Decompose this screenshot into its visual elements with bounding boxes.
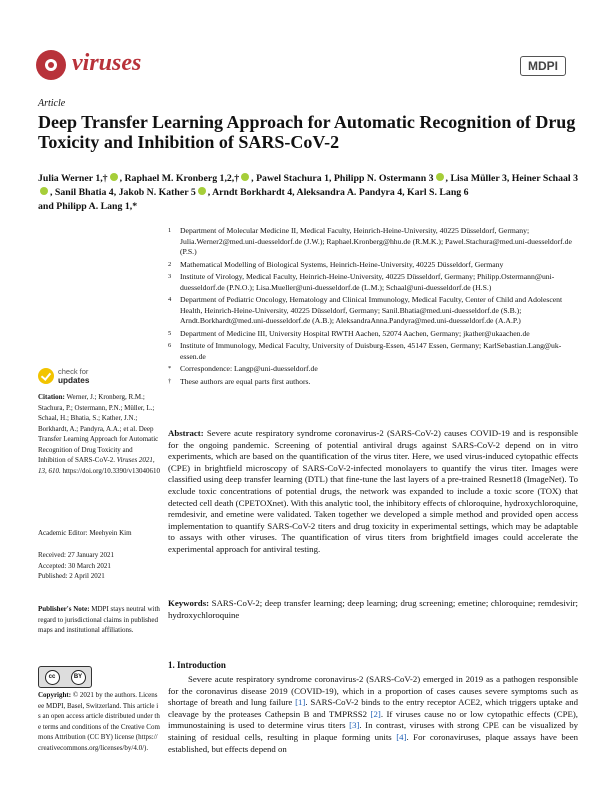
copyright-label: Copyright: <box>38 691 72 699</box>
editor-label: Academic Editor: <box>38 529 88 537</box>
keywords <box>168 598 578 621</box>
received-date: Received: 27 January 2021 <box>38 551 115 559</box>
cc-icon: cc <box>45 670 60 685</box>
affiliation-text: Correspondence: Langp@uni-duesseldorf.de <box>180 364 318 373</box>
affiliation-number: 2 <box>168 260 172 268</box>
author: Pawel Stachura 1 <box>256 173 329 184</box>
author: Julia Werner 1,† <box>38 173 108 184</box>
author: Jakob N. Kather 5 <box>118 187 196 198</box>
by-icon: BY <box>71 670 86 685</box>
affiliation-text: Institute of Virology, Medical Faculty, Heinrich-Heine-University, 40225 Düsseldorf, Germany; Philipp.Ostermann@uni-duesseldorf.de (P.N.O.); Lisa.Mueller@uni-duesseldorf.de (L.M.); Schaal@uni-duesseldorf.de (H.S.) <box>180 272 555 292</box>
affiliation-text: These authors are equal parts first authors. <box>180 376 311 386</box>
intro-text: . In contrast, viruses with strong CPE can be visualized by staining of residual cells, resulting in plaque forming units <box>168 720 578 742</box>
paper-title: Deep Transfer Learning Approach for Automatic Recognition of Drug Toxicity and Inhibition of SARS-CoV-2 <box>38 112 576 152</box>
affiliation-text: Department of Pediatric Oncology, Hematology and Clinical Immunology, Medical Faculty, Center of Child and Adolescent Health, Heinrich-Heine-University, 40225 Düsseldorf, Germany; Sanil.Bhatia@med.uni-duesseldorf.de (S.B.); Arndt.Borkhardt@med.uni-duesseldorf.de (A.B.); AleksandraAnna.Pandyra@med.uni-duesseldorf.de (A.A.P.) <box>180 295 563 325</box>
orcid-icon[interactable] <box>241 173 249 181</box>
publisher-note-text: MDPI stays neutral with regard to jurisdictional claims in published maps and institutional affiliations. <box>38 605 160 634</box>
affiliation-number: 1 <box>168 227 172 234</box>
article-type: Article <box>38 98 66 109</box>
affiliation-text: Institute of Immunology, Medical Faculty, University of Duisburg-Essen, 45147 Essen, Germany; KarlSebastian.Lang@uk-essen.de <box>180 341 562 361</box>
citation-text: Werner, J.; Kronberg, R.M.; Stachura, P.; Ostermann, P.N.; Müller, L.; Schaal, H.; Bhatia, S.; Kather, J.N.; Borkhardt, A.; Pandyra, A.A.; et al. Deep Transfer Learning Approach for Automatic Recognition of Drug Toxicity and Inhibition of SARS-CoV-2. <box>38 393 159 464</box>
checkmark-icon <box>38 368 54 384</box>
author: Sanil Bhatia 4 <box>54 187 114 198</box>
affiliation <box>168 226 578 258</box>
section-heading: 1. Introduction <box>168 660 226 670</box>
editor-name: Meehyein Kim <box>89 529 132 537</box>
affiliation <box>168 329 578 340</box>
equal-contribution-note <box>168 377 578 388</box>
journal-name: viruses <box>72 50 142 76</box>
citation-block <box>38 392 160 476</box>
author: Lisa Müller 3 <box>450 173 507 184</box>
affiliation <box>168 272 578 293</box>
author: Heiner Schaal 3 <box>511 173 579 184</box>
intro-text: Severe acute respiratory syndrome coronavirus-2 (SARS-CoV-2) emerged in 2019 as a pathogen responsible for the coronavirus disease 2019 (COVID-19), which in a proportion of cases causes severe symptoms such as shortage of breath and lung failure <box>168 674 578 708</box>
author: Raphael M. Kronberg 1,2,† <box>124 173 240 184</box>
affiliations <box>168 226 578 389</box>
check-for-updates-badge[interactable] <box>38 368 134 388</box>
check-label: check for <box>58 367 89 376</box>
affiliation-number: 6 <box>168 342 172 349</box>
citation-link[interactable]: [2] <box>370 708 381 719</box>
orcid-icon[interactable] <box>436 173 444 181</box>
publisher-note <box>38 604 160 636</box>
keywords-label: Keywords: <box>168 598 210 608</box>
affiliation-number: 3 <box>168 273 172 280</box>
affiliation-text: Department of Molecular Medicine II, Medical Faculty, Heinrich-Heine-University, 40225 Düsseldorf, Germany; Julia.Werner2@med.uni-duesseldorf.de (J.W.); Raphael.Kronberg@hhu.de (R.M.K.); Pawel.Stachura@med.uni-duesseldorf.de (P.S.) <box>180 226 572 256</box>
author: Karl S. Lang 6 <box>407 187 469 198</box>
citation-label: Citation: <box>38 393 65 401</box>
publisher-note-label: Publisher's Note: <box>38 605 90 613</box>
affiliation-number: * <box>168 365 172 372</box>
author: and Philipp A. Lang 1,* <box>38 201 138 212</box>
affiliation <box>168 260 578 271</box>
intro-text: . SARS-CoV-2 binds to the entry receptor ACE2, which triggers uptake and cleavage by the proteases Cathepsin B and TMPRSS2 <box>168 697 578 719</box>
copyright-text: © 2021 by the authors. Licensee MDPI, Basel, Switzerland. This article is an open access article distributed under the terms and conditions of the Creative Commons Attribution (CC BY) license (https://creativecommons.org/licenses/by/4.0/). <box>38 691 160 752</box>
citation-doi-link[interactable]: https://doi.org/10.3390/v13040610 <box>62 466 160 475</box>
copyright-block <box>38 690 160 753</box>
intro-text: . For coronaviruses, plaque assays have been established, but effects depend on <box>168 731 579 754</box>
introduction-paragraph <box>168 674 578 755</box>
publisher-logo: MDPI <box>520 56 566 76</box>
citation-link[interactable]: [1] <box>295 697 306 708</box>
citation-journal: Viruses 2021, 13, 610. <box>38 456 155 475</box>
abstract <box>168 428 578 556</box>
published-date: Published: 2 April 2021 <box>38 572 105 580</box>
academic-editor <box>38 528 160 539</box>
affiliation <box>168 341 578 362</box>
orcid-icon[interactable] <box>110 173 118 181</box>
orcid-icon[interactable] <box>40 187 48 195</box>
affiliation-number: † <box>168 377 172 385</box>
abstract-label: Abstract: <box>168 428 204 438</box>
affiliation-number: 5 <box>168 329 172 337</box>
affiliation-text: Department of Medicine III, University Hospital RWTH Aachen, 52074 Aachen, Germany; jkather@ukaachen.de <box>180 328 530 338</box>
citation-link[interactable]: [3] <box>349 720 360 731</box>
accepted-date: Accepted: 30 March 2021 <box>38 561 111 570</box>
dates-block <box>38 550 160 582</box>
affiliation <box>168 295 578 327</box>
affiliation-text: Mathematical Modelling of Biological Systems, Heinrich-Heine-University, 40225 Düsseldorf, Germany <box>180 259 504 269</box>
journal-logo-icon <box>36 50 66 80</box>
orcid-icon[interactable] <box>198 187 206 195</box>
keywords-text: SARS-CoV-2; deep transfer learning; deep learning; drug screening; emetine; chloroquine; remdesivir; hydroxychloroquine <box>168 598 579 620</box>
intro-text: . If viruses cause no or low cytopathic effects (CPE), immunostaining is used to determine virus titers <box>168 708 578 731</box>
cc-by-license-icon[interactable] <box>38 666 92 688</box>
author: Philipp N. Ostermann 3 <box>333 173 434 184</box>
author: Aleksandra A. Pandyra 4 <box>296 187 403 198</box>
author: Arndt Borkhardt 4 <box>212 187 293 198</box>
abstract-text: Severe acute respiratory syndrome coronavirus-2 (SARS-CoV-2) causes COVID-19 and is responsible for the ongoing pandemic. Screening of potential antiviral drugs against SARS-CoV-2 depend on in vitro experiments, which are based on the quantification of the virus titer. Here, we used virus-induced cytopathic effects (CPE) in brightfield microscopy of SARS-CoV-2-infected monolayers to quantify the virus titer. Images were classified using deep transfer learning (DTL) that fine-tune the last layers of a pre-trained Resnet18 (ImageNet). To exclude toxic concentrations of potential drugs, the network was expanded to include a toxic score (TOX) that detected cell death (CPETOXnet). With this analytic tool, the inhibitory effects of chloroquine, hydroxychloroquine, remdesivir, and emetine were validated. Taken together we developed a simple method and provided open access implementation to quantify SARS-CoV-2 titers and drug toxicity in experimental settings, which may be adaptable to assays with other viruses. The quantification of virus titers from brightfield images could accelerate the experimental approach for antiviral testing. <box>168 428 579 554</box>
author-list: Julia Werner 1,† , Raphael M. Kronberg 1,2,† , Pawel Stachura 1, Philipp N. Ostermann 3 , Lisa Müller 3, Heiner Schaal 3, Sanil Bhatia 4, Jakob N. Kather 5 , Arndt Borkhardt 4, Aleksandra A. Pandyra 4, Karl S. Lang 6 and Philipp A. Lang 1,* <box>38 173 579 212</box>
citation-link[interactable]: [4] <box>396 731 407 742</box>
correspondence <box>168 364 578 375</box>
updates-label: updates <box>58 376 90 385</box>
affiliation-number: 4 <box>168 296 172 303</box>
